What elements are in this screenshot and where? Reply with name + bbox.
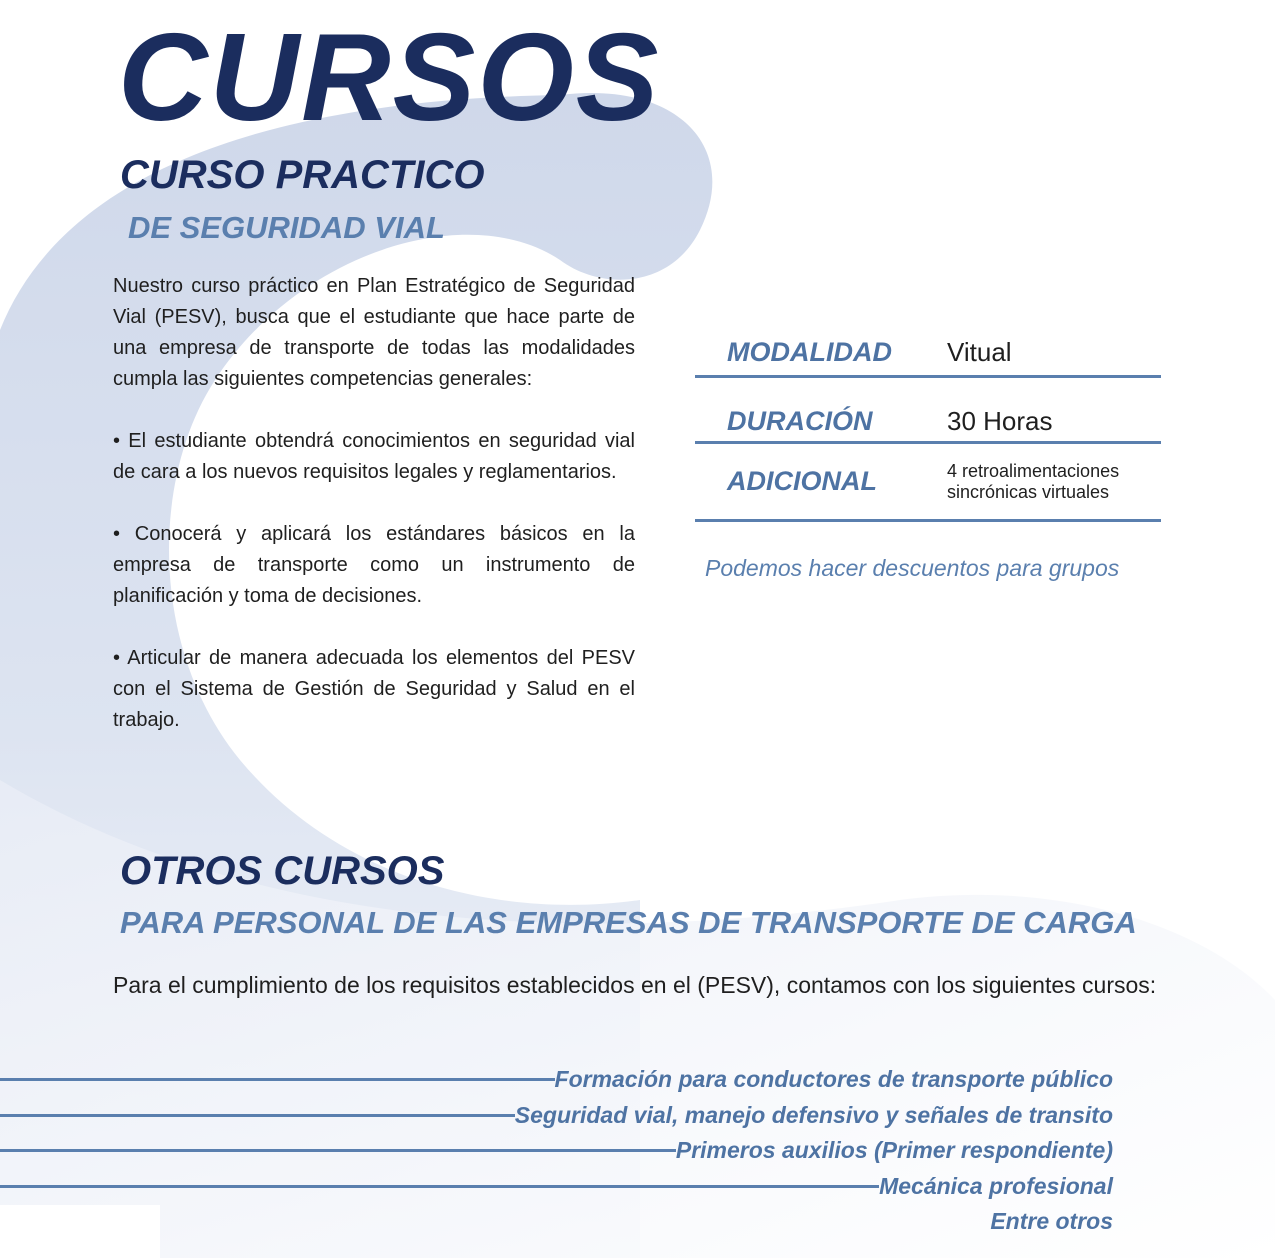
bullet-item: • Conocerá y aplicará los estándares básicos en la empresa de transporte como un instrumento de planificación y toma de decisiones. [113, 523, 635, 607]
intro-paragraph: Nuestro curso práctico en Plan Estratégico de Seguridad Vial (PESV), busca que el estudiante que hace parte de una empresa de transporte de todas las modalidades cumpla las siguientes competencias generales: [113, 275, 635, 390]
detail-value-line: sincrónicas virtuales [947, 481, 1110, 502]
divider-line [0, 1114, 515, 1117]
detail-row-modalidad [695, 330, 1161, 378]
otros-cursos-intro: Para el cumplimiento de los requisitos establecidos en el (PESV), contamos con los siguientes cursos: [113, 972, 1157, 998]
detail-key: MODALIDAD [727, 337, 892, 367]
divider-line [0, 1078, 555, 1081]
divider-spacer [0, 1220, 990, 1223]
course-name: Primeros auxilios (Primer respondiente) [675, 1137, 1113, 1164]
bullet-item: • El estudiante obtendrá conocimientos en seguridad vial de cara a los nuevos requisitos legales y reglamentarios. [113, 430, 635, 483]
detail-value-line: 4 retroalimentaciones [947, 460, 1120, 481]
page-title: CURSOS [118, 9, 661, 147]
list-item [0, 1098, 1113, 1134]
course-name: Entre otros [990, 1208, 1113, 1235]
list-item [0, 1169, 1113, 1205]
course-subtitle: DE SEGURIDAD VIAL [128, 210, 445, 245]
bullet-item: • Articular de manera adecuada los elementos del PESV con el Sistema de Gestión de Seguridad y Salud en el trabajo. [113, 647, 635, 731]
detail-value: Vitual [947, 337, 1012, 367]
otros-cursos-title: OTROS CURSOS [120, 849, 445, 893]
course-title: CURSO PRACTICO [120, 153, 485, 197]
course-details-table [695, 330, 1161, 522]
course-description [113, 271, 635, 736]
divider-line [0, 1185, 879, 1188]
discount-note: Podemos hacer descuentos para grupos [705, 555, 1120, 581]
course-name: Formación para conductores de transporte público [554, 1066, 1113, 1093]
detail-value: 30 Horas [947, 406, 1053, 436]
detail-value [947, 461, 1119, 503]
detail-key: DURACIÓN [727, 406, 873, 436]
course-list [0, 1062, 1113, 1240]
list-item [0, 1204, 1113, 1240]
list-item [0, 1062, 1113, 1098]
course-name: Mecánica profesional [879, 1172, 1113, 1199]
detail-row-adicional [695, 444, 1161, 522]
detail-row-duracion [695, 378, 1161, 444]
detail-key: ADICIONAL [727, 466, 877, 496]
otros-cursos-subtitle: PARA PERSONAL DE LAS EMPRESAS DE TRANSPORTE DE CARGA [120, 905, 1137, 940]
course-name: Seguridad vial, manejo defensivo y señales de transito [514, 1101, 1113, 1128]
divider-line [0, 1149, 676, 1152]
list-item [0, 1133, 1113, 1169]
